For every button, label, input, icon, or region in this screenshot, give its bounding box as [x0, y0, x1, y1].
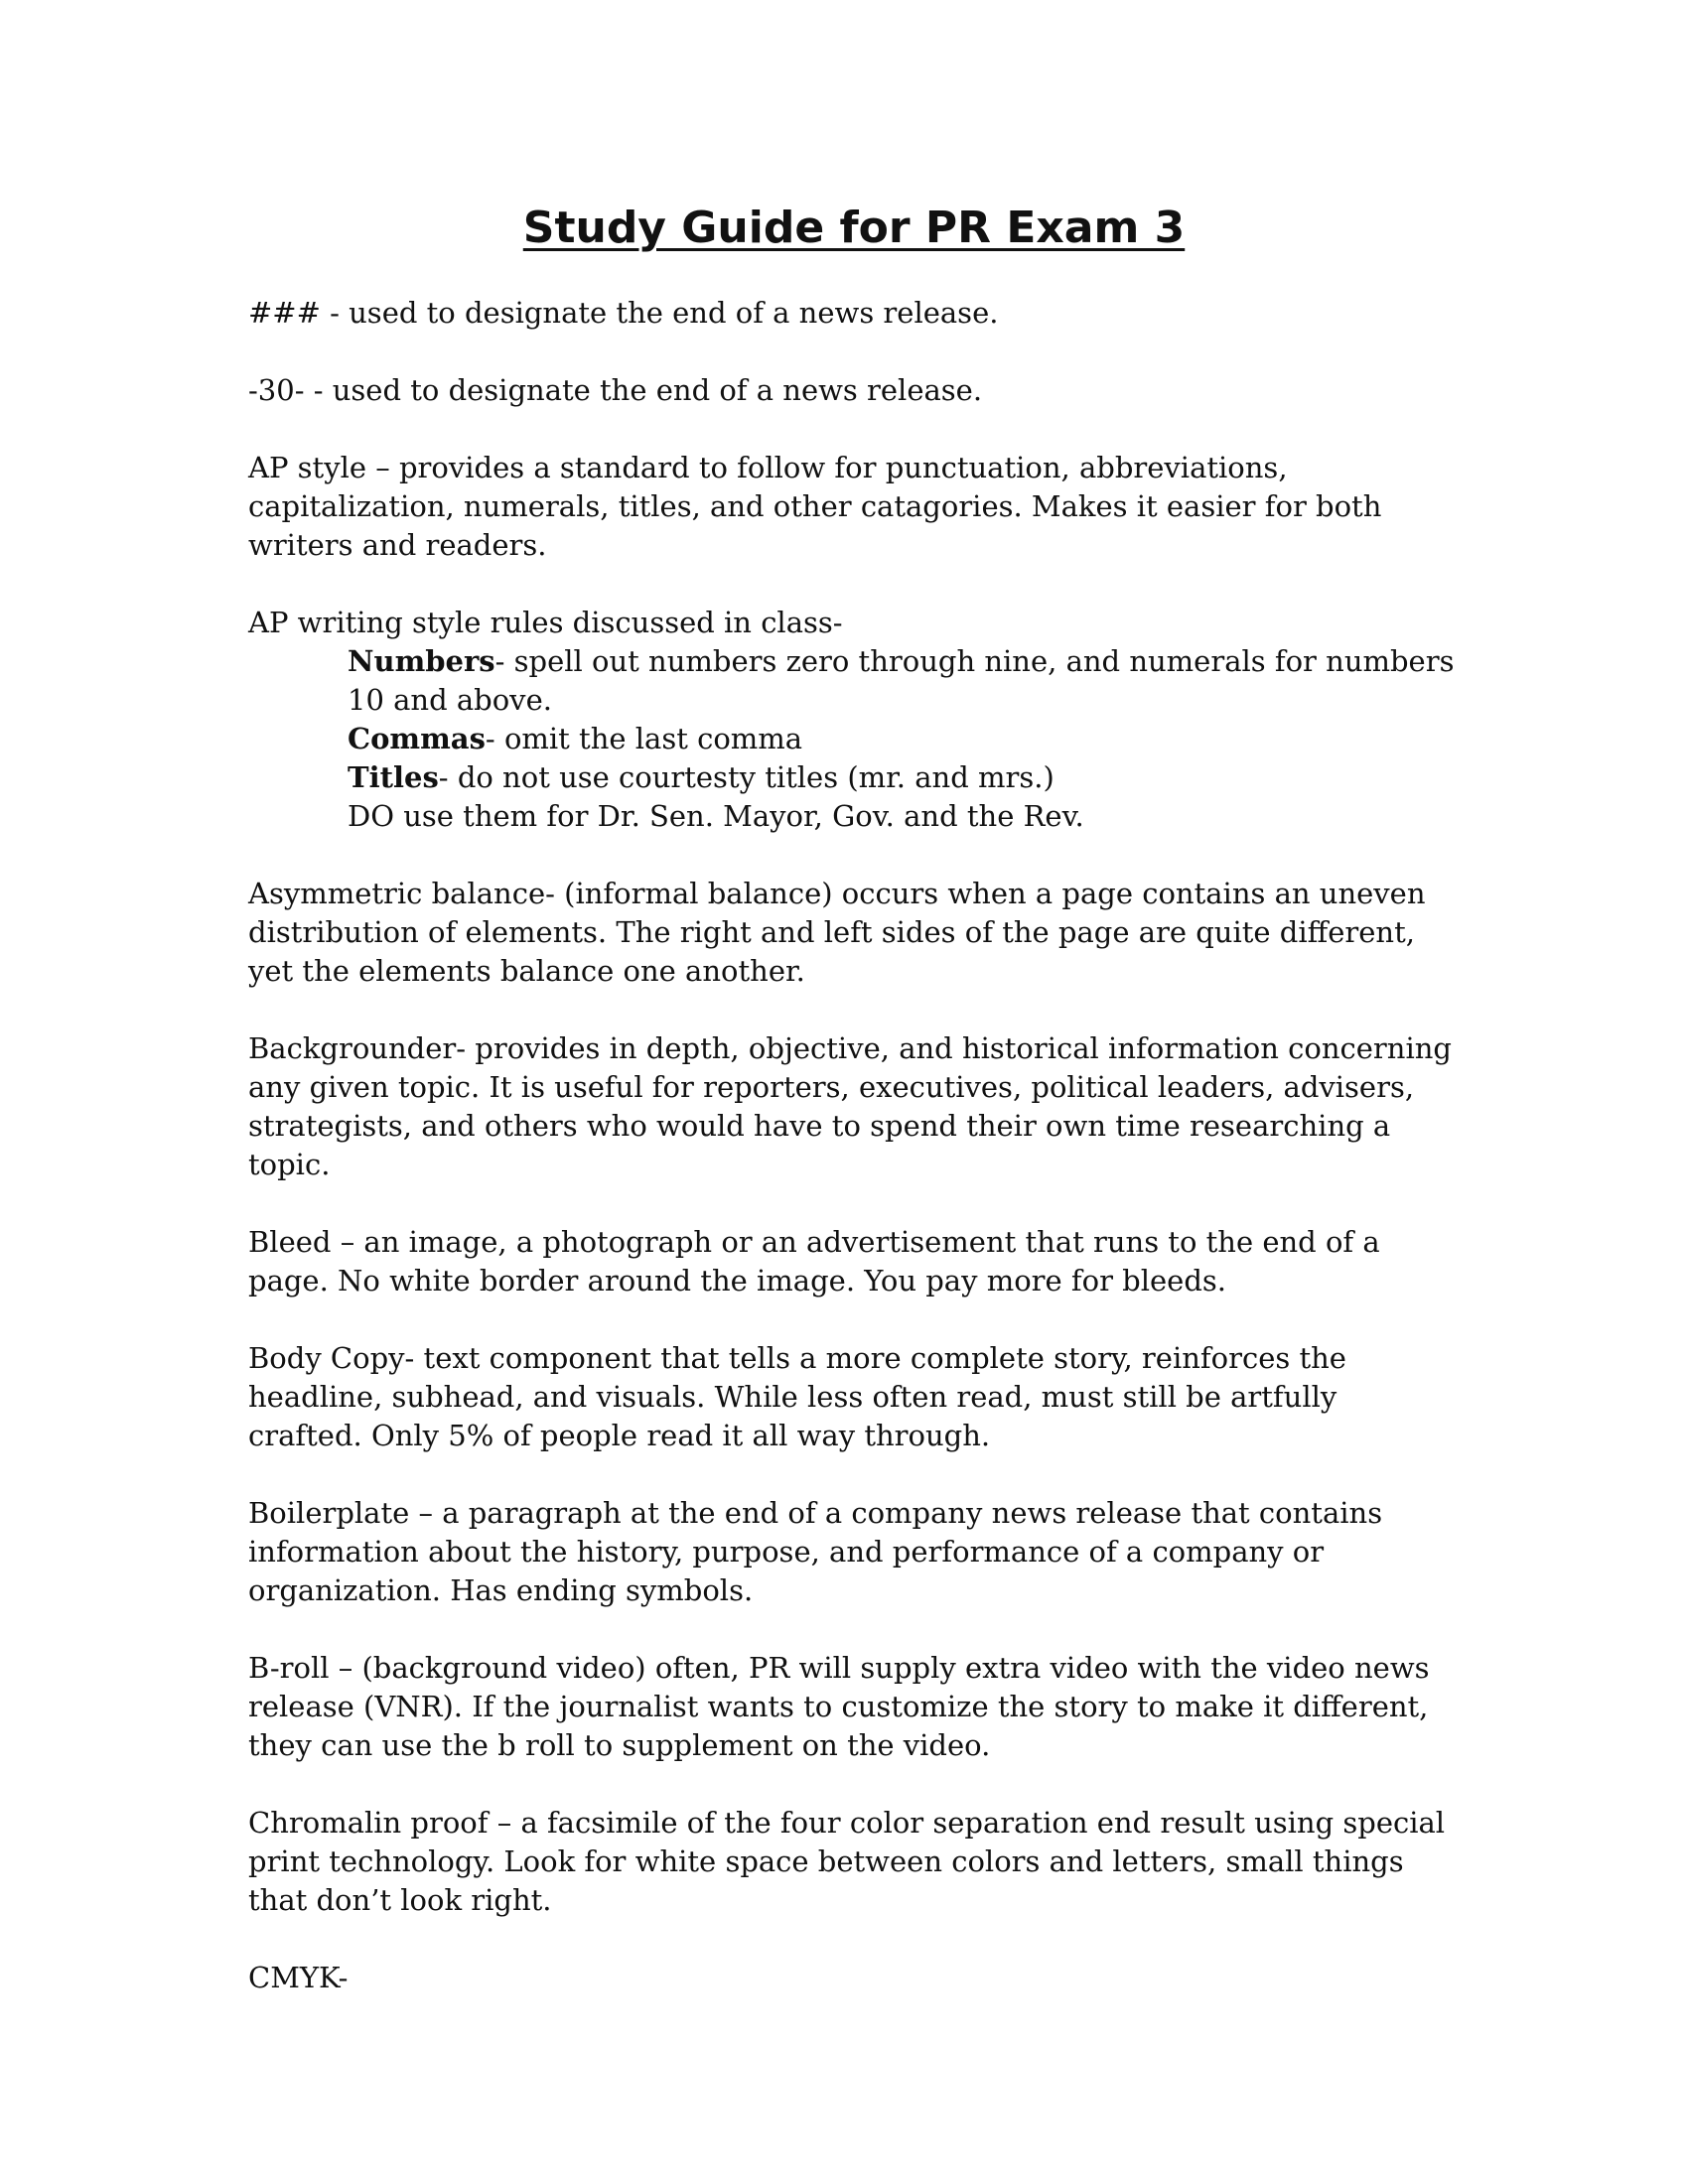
entry-cmyk: CMYK- [248, 1961, 349, 1994]
rule-text: - do not use courtesty titles (mr. and mrs.) [438, 760, 1055, 794]
ap-rules-list [248, 642, 1460, 836]
rule-term: Titles [348, 760, 439, 794]
entry-thirty-end: -30- - used to designate the end of a news release. [248, 373, 983, 407]
entry-chromalin-proof: Chromalin proof – a facsimile of the four color separation end result using special print technology. Look for white space between colors and letters, small things that don’t look right. [248, 1806, 1446, 1917]
ap-rules-section [248, 604, 1460, 836]
page-title: Study Guide for PR Exam 3 [522, 203, 1186, 253]
rule-numbers [348, 642, 1460, 720]
entry-backgrounder: Backgrounder- provides in depth, objective, and historical information concerning any given topic. It is useful for reporters, executives, political leaders, advisers, strategists, and others who would have to spend their own time researching a topic. [248, 1031, 1452, 1181]
rule-titles-exception [348, 797, 1460, 836]
rule-term: Numbers [348, 644, 495, 678]
rule-titles [348, 758, 1460, 797]
entry-boilerplate: Boilerplate – a paragraph at the end of a company news release that contains information about the history, purpose, and performance of a company or organization. Has ending symbols. [248, 1496, 1383, 1607]
entry-asymmetric-balance: Asymmetric balance- (informal balance) occurs when a page contains an uneven distribution of elements. The right and left sides of the page are quite different, yet the elements balance one another. [248, 877, 1426, 988]
entry-body-copy: Body Copy- text component that tells a more complete story, reinforces the headline, subhead, and visuals. While less often read, must still be artfully crafted. Only 5% of people read it all way through. [248, 1341, 1346, 1452]
entry-ap-style: AP style – provides a standard to follow for punctuation, abbreviations, capitalization, numerals, titles, and other catagories. Makes it easier for both writers and readers. [248, 451, 1382, 562]
entry-b-roll: B-roll – (background video) often, PR will supply extra video with the video news release (VNR). If the journalist wants to customize the story to make it different, they can use the b roll to supplement on the video. [248, 1651, 1430, 1762]
rule-term: Commas [348, 722, 486, 755]
document-page [248, 199, 1460, 2036]
entry-hash-end: ### - used to designate the end of a news release. [248, 296, 999, 330]
entry-bleed: Bleed – an image, a photograph or an advertisement that runs to the end of a page. No white border around the image. You pay more for bleeds. [248, 1225, 1380, 1297]
rule-text: DO use them for Dr. Sen. Mayor, Gov. and the Rev. [348, 799, 1084, 833]
rule-text: - spell out numbers zero through nine, and numerals for numbers 10 and above. [348, 644, 1455, 717]
ap-rules-heading: AP writing style rules discussed in class- [248, 606, 843, 639]
rule-commas [348, 720, 1460, 758]
rule-text: - omit the last comma [485, 722, 803, 755]
